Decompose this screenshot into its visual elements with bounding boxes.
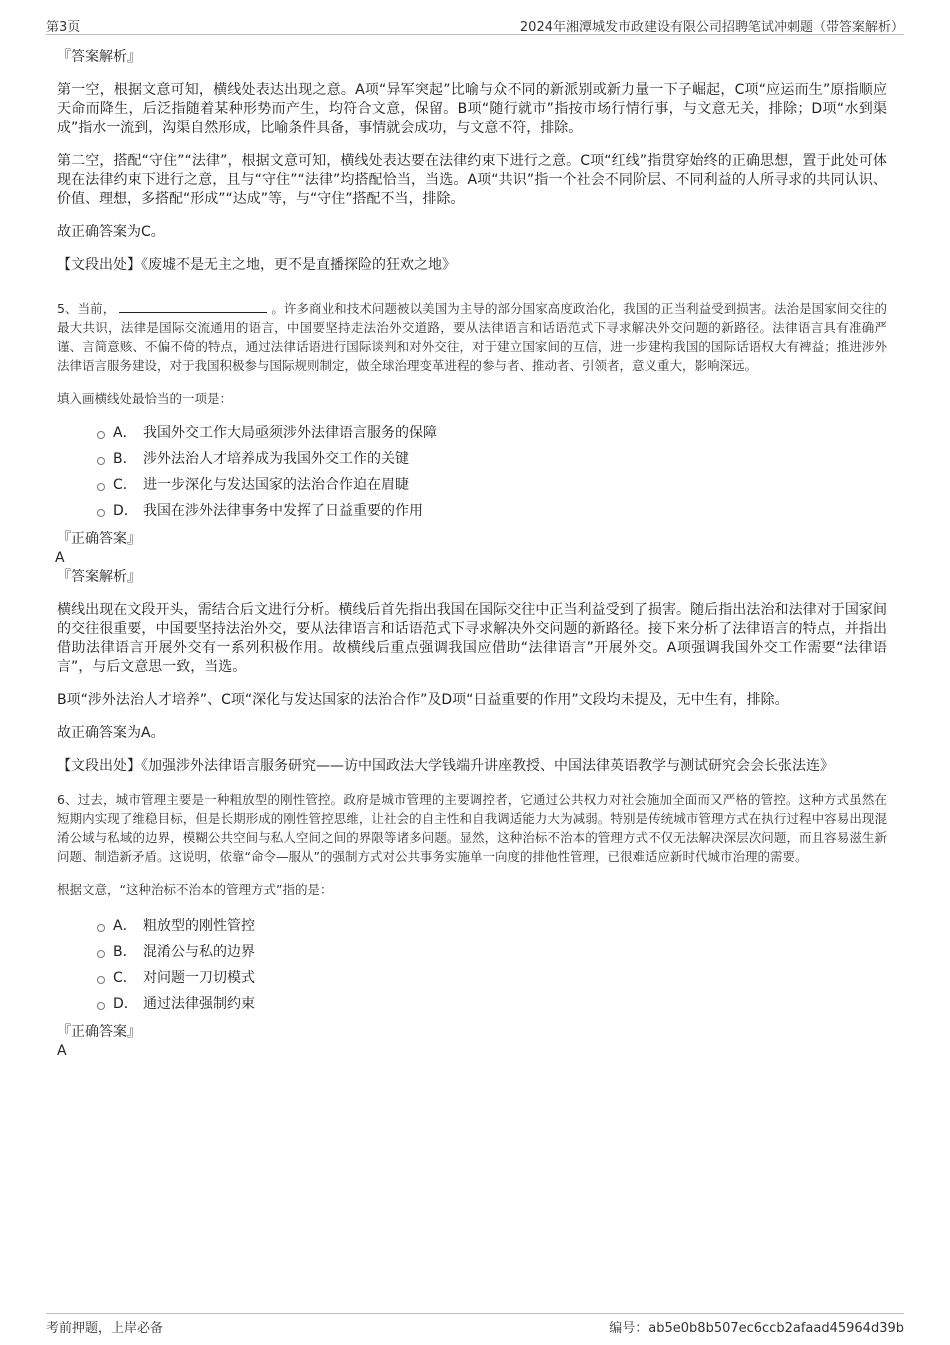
question-prompt: 填入画横线处最恰当的一项是： — [57, 391, 233, 406]
option-d[interactable]: D． 我国在涉外法律事务中发挥了日益重要的作用 — [97, 498, 887, 524]
question-number: 5、当前， — [57, 301, 116, 316]
document-title: 2024年湘潭城发市政建设有限公司招聘笔试冲刺题（带答案解析） — [519, 20, 904, 35]
answer-label: 『正确答案』 — [57, 531, 141, 547]
answer-value: A — [55, 550, 65, 566]
option-c[interactable]: C． 对问题一刀切模式 — [97, 965, 887, 991]
question-prompt: 根据文意，“这种治标不治本的管理方式”指的是： — [57, 882, 333, 897]
conclusion: 故正确答案为C。 — [57, 224, 165, 240]
option-d[interactable]: D． 通过法律强制约束 — [97, 991, 887, 1017]
analysis-paragraph: 第一空，根据文意可知，横线处表达出现之意。A项“异军突起”比喻与众不同的新派别或新力量一下子崛起，C项“应运而生”原指顺应天命而降生，后泛指随着某种形势而产生，均符合文意，保留。B项“随行就市”指按市场行情行事，与文意无关，排除；D项“水到渠成”指水一流到，沟渠自然形成，比喻条件具备，事情就会成功，与文意不符，排除。 — [57, 82, 887, 136]
option-b[interactable]: B． 混淆公与私的边界 — [97, 939, 887, 965]
answer-value: A — [57, 1043, 67, 1059]
footer-slogan: 考前押题，上岸必备 — [46, 1321, 164, 1336]
radio-icon[interactable] — [97, 1002, 105, 1010]
document-id: 编号：ab5e0b8b507ec6ccb2afaad45964d39b — [609, 1321, 904, 1336]
page-footer — [46, 1313, 904, 1334]
analysis-paragraph: B项“涉外法治人才培养”、C项“深化与发达国家的法治合作”及D项“日益重要的作用”文段均未提及，无中生有，排除。 — [57, 692, 789, 708]
conclusion: 故正确答案为A。 — [57, 725, 165, 741]
analysis-label: 『答案解析』 — [57, 569, 141, 585]
question-6: 6、过去，城市管理主要是一种粗放型的刚性管控。政府是城市管理的主要调控者，它通过公共权力对社会施加全面而又严格的管控。这种方式虽然在短期内实现了维稳目标，但是长期形成的刚性管控思维，让社会的自主性和自我调适能力大为减弱。特别是传统城市管理方式在执行过程中容易出现混淆公域与私域的边界，模糊公共空间与私人空间之间的界限等诸多问题。显然，这种治标不治本的管理方式不仅无法解决深层次问题，而且容易滋生新问题、制造新矛盾。这说明，依靠“命令—服从”的强制方式对公共事务实施单一向度的排他性管理，已很难适应新时代城市治理的需要。 — [57, 792, 887, 864]
analysis-paragraph: 横线出现在文段开头，需结合后文进行分析。横线后首先指出我国在国际交往中正当利益受到了损害。随后指出法治和法律对于国家间的交往很重要，中国要坚持法治外交，要从法律语言和话语范式下寻求解决外交问题的新路径。接下来分析了法律语言的特点，并指出借助法律语言开展外交有一系列积极作用。故横线后重点强调我国应借助“法律语言”开展外交。A项强调我国外交工作需要“法律语言”，与后文意思一致，当选。 — [57, 602, 887, 675]
radio-icon[interactable] — [97, 457, 105, 465]
question-text: 。许多商业和技术问题被以美国为主导的部分国家高度政治化，我国的正当利益受到损害。法治是国家间交往的最大共识，法律是国际交流通用的语言，中国要坚持走法治外交道路，要从法律语言和话语范式下寻求解决外交问题的新路径。法律语言具有准确严谨、言简意赅、不偏不倚的特点，通过法律话语进行国际谈判和对外交往，对于建立国家间的互信，进一步建构我国的国际话语权大有裨益；推进涉外法律语言服务建设，对于我国积极参与国际规则制定，做全球治理变革进程的参与者、推动者、引领者，意义重大，影响深远。 — [57, 301, 887, 373]
analysis-label: 『答案解析』 — [57, 49, 141, 65]
answer-label: 『正确答案』 — [57, 1024, 141, 1040]
option-b[interactable]: B． 涉外法治人才培养成为我国外交工作的关键 — [97, 446, 887, 472]
radio-icon[interactable] — [97, 483, 105, 491]
page-header — [46, 14, 904, 35]
options-list — [57, 420, 887, 524]
radio-icon[interactable] — [97, 431, 105, 439]
question-5 — [57, 299, 887, 375]
radio-icon[interactable] — [97, 924, 105, 932]
radio-icon[interactable] — [97, 509, 105, 517]
radio-icon[interactable] — [97, 950, 105, 958]
option-a[interactable]: A． 我国外交工作大局亟须涉外法律语言服务的保障 — [97, 420, 887, 446]
source: 【文段出处】《废墟不是无主之地，更不是直播探险的狂欢之地》 — [57, 257, 456, 273]
source: 【文段出处】《加强涉外法律语言服务研究——访中国政法大学钱端升讲座教授、中国法律英语教学与测试研究会会长张法连》 — [57, 758, 834, 774]
radio-icon[interactable] — [97, 976, 105, 984]
options-list — [57, 913, 887, 1017]
option-a[interactable]: A． 粗放型的刚性管控 — [97, 913, 887, 939]
option-c[interactable]: C． 进一步深化与发达国家的法治合作迫在眉睫 — [97, 472, 887, 498]
page-number: 第3页 — [46, 20, 81, 35]
analysis-paragraph: 第二空，搭配“守住”“法律”，根据文意可知，横线处表达要在法律约束下进行之意。C项“红线”指贯穿始终的正确思想，置于此处可体现在法律约束下进行之意，且与“守住”“法律”均搭配恰当，当选。A项“共识”指一个社会不同阶层、不同利益的人所寻求的共同认识、价值、理想，多搭配“形成”“达成”等，与“守住”搭配不当，排除。 — [57, 153, 887, 207]
page-content — [57, 44, 887, 1061]
fill-blank — [119, 300, 267, 313]
